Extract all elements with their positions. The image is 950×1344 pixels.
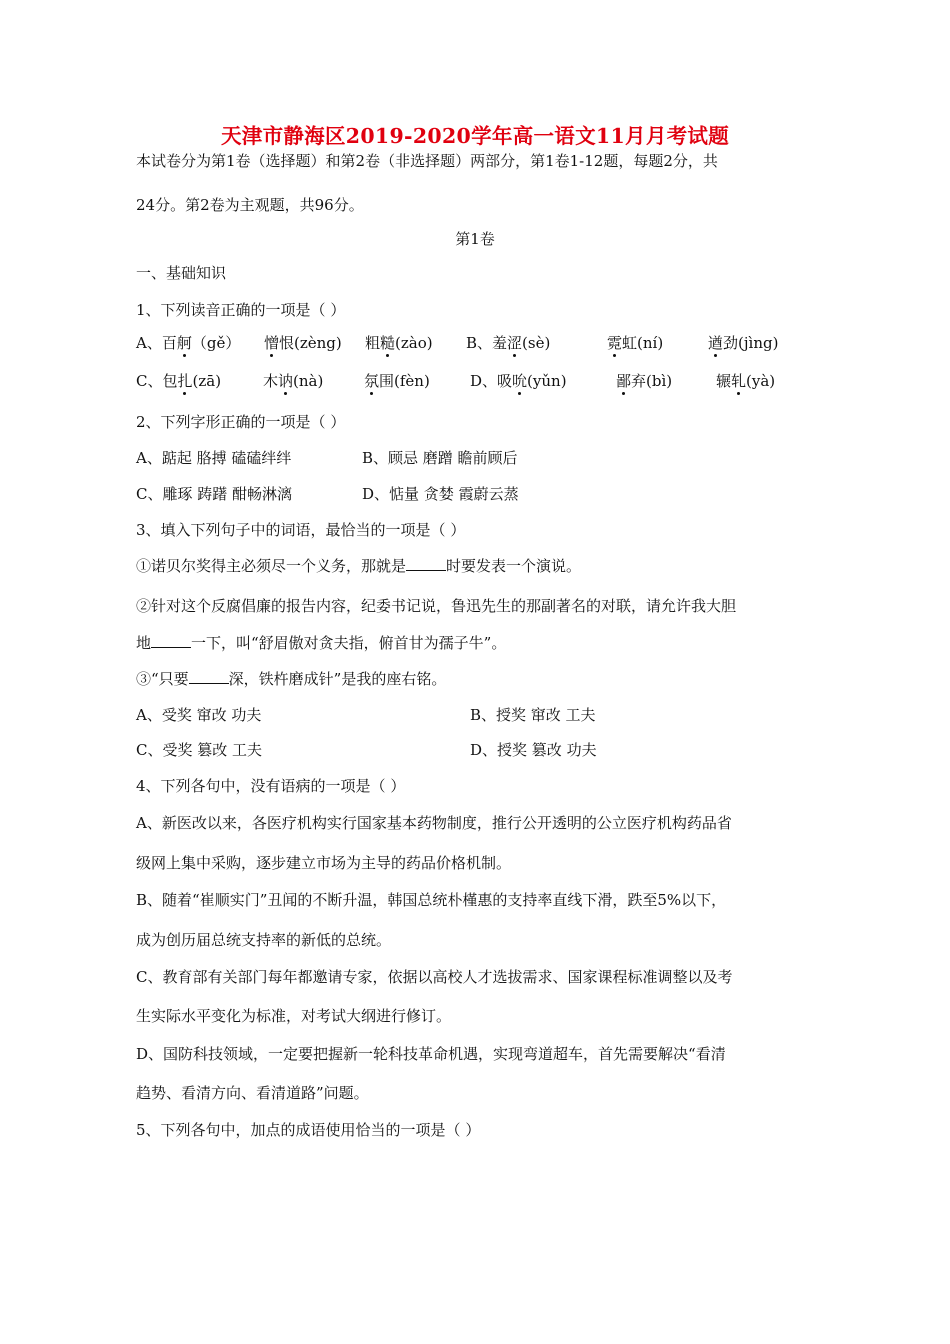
- q2-option-c: C、雕琢 踌躇 酣畅淋漓: [136, 485, 293, 503]
- q3-option-d: D、授奖 篡改 功夫: [470, 741, 597, 759]
- q3-option-a: A、受奖 窜改 功夫: [136, 706, 262, 724]
- q3-option-c: C、受奖 篡改 工夫: [136, 741, 263, 759]
- q2-option-d: D、惦量 贪婪 霞蔚云蒸: [362, 485, 519, 503]
- q1-option-c-3: 氛围(fèn): [364, 372, 430, 390]
- q4-line-6: 生实际水平变化为标准，对考试大纲进行修订。: [136, 1007, 452, 1025]
- q1-option-a-2: 憎恨(zèng): [264, 334, 342, 352]
- volume-heading: 第1卷: [455, 230, 495, 248]
- q4-line-3: B、随着“崔顺实门”丑闻的不断升温，韩国总统朴槿惠的支持率直线下滑，跌至5%以下，: [136, 891, 727, 909]
- q1-option-a-1: A、百舸（gě）: [136, 334, 241, 352]
- q3-option-b: B、授奖 窜改 工夫: [470, 706, 596, 724]
- q4-line-5: C、教育部有关部门每年都邀请专家，依据以高校人才选拔需求、国家课程标准调整以及考: [136, 968, 733, 986]
- q1-option-b-2: 霓虹(ní): [607, 334, 664, 352]
- answer-blank[interactable]: [189, 669, 229, 684]
- q4-line-1: A、新医改以来，各医疗机构实行国家基本药物制度，推行公开透明的公立医疗机构药品省: [136, 814, 732, 832]
- intro-line-1: 本试卷分为第1卷（选择题）和第2卷（非选择题）两部分，第1卷1-12题，每题2分，共: [136, 152, 718, 170]
- q1-option-c-2: 木讷(nà): [263, 372, 324, 390]
- q3-sentence-3: ③“只要 深，铁杵磨成针”是我的座右铭。: [136, 670, 447, 688]
- section-heading: 一、基础知识: [136, 264, 227, 282]
- q2-stem: 2、下列字形正确的一项是（ ）: [136, 413, 346, 431]
- q3-sentence-2-line-1: ②针对这个反腐倡廉的报告内容，纪委书记说，鲁迅先生的那副著名的对联，请允许我大胆: [136, 597, 737, 615]
- q3-sentence-1: ①诺贝尔奖得主必须尽一个义务，那就是 时要发表一个演说。: [136, 557, 582, 575]
- q1-option-d-2: 鄙弃(bì): [616, 372, 673, 390]
- q2-option-a: A、踮起 胳搏 磕磕绊绊: [136, 449, 292, 467]
- q1-option-b-3: 遒劲(jìng): [708, 334, 779, 352]
- q4-line-2: 级网上集中采购，逐步建立市场为主导的药品价格机制。: [136, 854, 512, 872]
- document-title: 天津市静海区2019-2020学年高一语文11月月考试题: [220, 124, 730, 148]
- q1-option-d-3: 辗轧(yà): [716, 372, 776, 390]
- q3-stem: 3、填入下列句子中的词语，最恰当的一项是（ ）: [136, 521, 466, 539]
- q3-sentence-2-line-2: 地 一下，叫“舒眉傲对贪夫指，俯首甘为孺子牛”。: [136, 634, 507, 652]
- q4-line-8: 趋势、看清方向、看清道路”问题。: [136, 1084, 369, 1102]
- intro-line-2: 24分。第2卷为主观题，共96分。: [136, 196, 364, 214]
- q1-option-d-1: D、吸吮(yǔn): [470, 372, 567, 390]
- q1-stem: 1、下列读音正确的一项是（ ）: [136, 301, 346, 319]
- q4-line-7: D、国防科技领域，一定要把握新一轮科技革命机遇，实现弯道超车，首先需要解决“看清: [136, 1045, 726, 1063]
- q4-stem: 4、下列各句中，没有语病的一项是（ ）: [136, 777, 406, 795]
- q1-option-b-1: B、羞涩(sè): [466, 334, 551, 352]
- q1-option-c-1: C、包扎(zā): [136, 372, 222, 390]
- answer-blank[interactable]: [151, 633, 191, 648]
- q4-line-4: 成为创历届总统支持率的新低的总统。: [136, 931, 392, 949]
- q2-option-b: B、顾忌 磨蹭 瞻前顾后: [362, 449, 518, 467]
- answer-blank[interactable]: [406, 556, 446, 571]
- q5-stem: 5、下列各句中，加点的成语使用恰当的一项是（ ）: [136, 1121, 481, 1139]
- q1-option-a-3: 粗糙(zào): [365, 334, 433, 352]
